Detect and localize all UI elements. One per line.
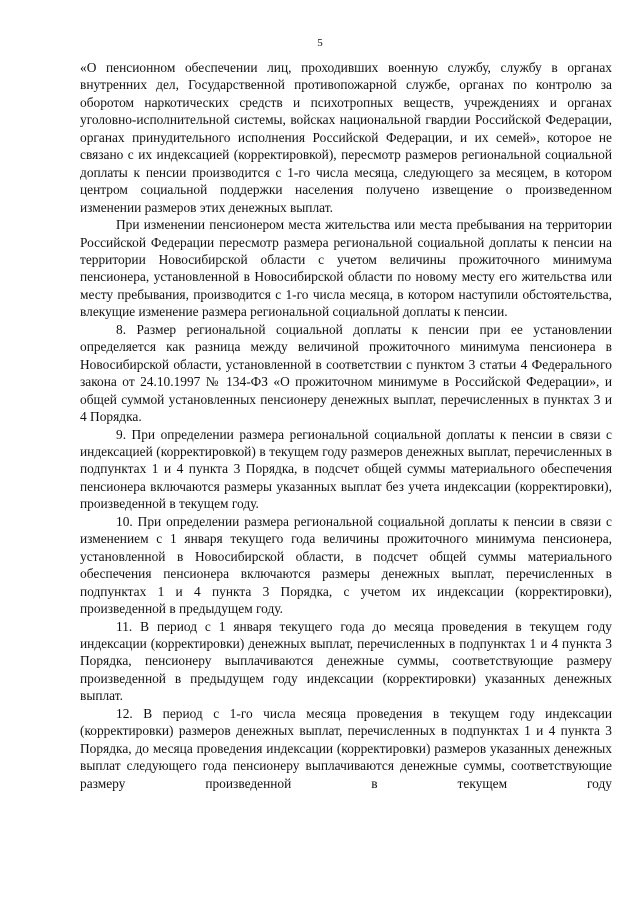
page-number: 5 [317,37,323,49]
paragraph-item-12: 12. В период с 1-го числа месяца проведения в текущем году индексации (корректировки) размеров денежных выплат, перечисленных в подпунктах 1 и 4 пункта 3 Порядка, до месяца проведения индексации (корректировки) размеров указанных денежных выплат следующего года пенсионеру выплачиваются денежные суммы, соответствующие размеру произведенной в текущем году [80,705,612,791]
paragraph-item-11: 11. В период с 1 января текущего года до месяца проведения в текущем году индексации (корректировки) денежных выплат, перечисленных в подпунктах 1 и 4 пункта 3 Порядка, пенсионеру выплачиваются денежные суммы, соответствующие размеру произведенной в предыдущем году индексации (корректировки) указанных денежных выплат. [80,618,612,704]
document-body [80,59,612,792]
paragraph-item-8: 8. Размер региональной социальной доплаты к пенсии при ее установлении определяется как разница между величиной прожиточного минимума пенсионера в Новосибирской области, установленной в соответствии с пунктом 3 статьи 4 Федерального закона от 24.10.1997 № 134-ФЗ «О прожиточном минимуме в Российской Федерации», и общей суммой установленных пенсионеру денежных выплат, перечисленных в пунктах 3 и 4 Порядка. [80,321,612,425]
paragraph-residence-change: При изменении пенсионером места жительства или места пребывания на территории Российской Федерации пересмотр размера региональной социальной доплаты к пенсии на территории Новосибирской области с учетом величины прожиточного минимума пенсионера, установленной в Новосибирской области по новому месту его жительства или месту пребывания, производится с 1-го числа месяца, в котором наступили обстоятельства, влекущие изменение размера региональной социальной доплаты к пенсии. [80,217,612,320]
paragraph-item-10: 10. При определении размера региональной социальной доплаты к пенсии в связи с изменением с 1 января текущего года величины прожиточного минимума пенсионера, установленной в Новосибирской области, в подсчет общей суммы материального обеспечения пенсионера включаются размеры денежных выплат, перечисленных в подпунктах 1 и 4 пункта 3 Порядка, с учетом их индексации (корректировки), произведенной в предыдущем году. [80,513,612,617]
paragraph-item-9: 9. При определении размера региональной социальной доплаты к пенсии в связи с индексацией (корректировкой) в текущем году размеров денежных выплат, перечисленных в подпунктах 1 и 4 пункта 3 Порядка, в подсчет общей суммы материального обеспечения пенсионера включаются размеры указанных выплат без учета индексации (корректировки), произведенной в текущем году. [80,426,612,512]
paragraph-continuation: «О пенсионном обеспечении лиц, проходивших военную службу, службу в органах внутренних дел, Государственной противопожарной службе, органах по контролю за оборотом наркотических средств и психотропных веществ, учреждениях и органах уголовно-исполнительной системы, войсках национальной гвардии Российской Федерации, органах принудительного исполнения Российской Федерации, и их семей», которое не связано с их индексацией (корректировкой), пересмотр размеров региональной социальной доплаты к пенсии производится с 1-го числа месяца, следующего за месяцем, в котором центром социальной поддержки населения получено извещение о произведенном изменении размеров этих денежных выплат. [80,60,612,215]
